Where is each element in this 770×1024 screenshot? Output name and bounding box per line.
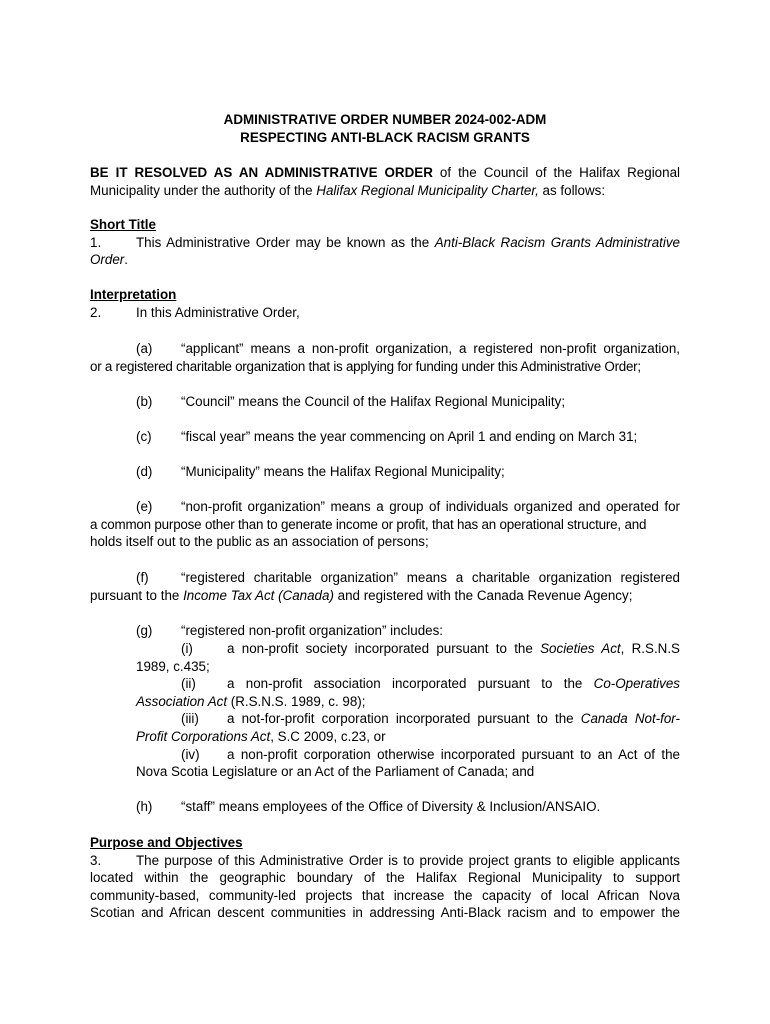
definition-g-text: “registered non-profit organization” includes: xyxy=(181,623,444,638)
order-name-cont: Order xyxy=(90,252,125,268)
section-short-title xyxy=(90,216,680,269)
subclause-iv-line-1: (iv) a non-profit corporation otherwise incorporated pursuant to an Act of the xyxy=(181,746,680,762)
subclause-iv-line-2: Nova Scotia Legislature or an Act of the Parliament of Canada; and xyxy=(136,764,535,780)
title-line-1: ADMINISTRATIVE ORDER NUMBER 2024-002-ADM xyxy=(223,112,547,127)
subclause-label: (ii) xyxy=(181,676,196,692)
order-name: Anti-Black Racism Grants Administrative xyxy=(434,234,681,250)
title-line-2: RESPECTING ANTI-BLACK RACISM GRANTS xyxy=(240,130,530,145)
definition-a xyxy=(90,340,680,375)
subclause-label: (iv) xyxy=(181,746,200,762)
clause-label: (h) xyxy=(136,799,153,814)
interpretation-text: In this Administrative Order, xyxy=(136,304,300,320)
subclause-iii-line-1: (iii) a not-for-profit corporation incorporated pursuant to the Canada Not-for- xyxy=(181,711,680,727)
clause-label: (c) xyxy=(136,429,152,444)
preamble-line-2 xyxy=(90,182,680,200)
clause-label: (a) xyxy=(136,341,153,356)
preamble-text-3: as follows: xyxy=(538,182,606,198)
section-purpose xyxy=(90,834,680,922)
definition-e: (e) “non-profit organization” means a group of individuals organized and operated for a common purpose other than to generate income or profit, that has an operational structure, and holds itself out to the public as an association of persons; xyxy=(90,499,680,550)
definition-g xyxy=(90,622,680,640)
definition-g-subclauses xyxy=(136,640,680,781)
preamble xyxy=(90,164,680,199)
short-title-line-2 xyxy=(90,251,680,269)
heading-interpretation: Interpretation xyxy=(90,287,177,302)
purpose-line-2: located within the geographic boundary of the Halifax Regional Municipality to support xyxy=(90,870,680,886)
definition-d-text: “Municipality” means the Halifax Regional Municipality; xyxy=(181,464,505,479)
purpose-line-1: 3. The purpose of this Administrative Order is to provide project grants to eligible applicants xyxy=(90,852,680,868)
purpose-line-3: community-based, community-led projects that increase the capacity of local African Nova xyxy=(90,887,680,903)
subclause-ii-line-1: (ii) a non-profit association incorporated pursuant to the Co-Operatives xyxy=(181,676,680,692)
definition-a-line-2: or a registered charitable organization that is applying for funding under this Administrative Order; xyxy=(90,358,641,374)
definition-f-line-2: pursuant to the Income Tax Act (Canada) and registered with the Canada Revenue Agency; xyxy=(90,587,633,603)
subclause-ii-line-2: Association Act (R.S.N.S. 1989, c. 98); xyxy=(136,693,366,709)
preamble-bold: BE IT RESOLVED AS AN ADMINISTRATIVE ORDER xyxy=(90,165,433,180)
subclause-label: (i) xyxy=(181,641,193,656)
heading-short-title: Short Title xyxy=(90,217,156,232)
definition-a-line-1: (a) “applicant” means a non-profit organization, a registered non-profit organization, xyxy=(136,341,680,356)
short-title-line-1 xyxy=(90,234,680,252)
purpose-line-4: Scotian and African descent communities in addressing Anti-Black racism and to empower the xyxy=(90,905,680,921)
definition-d xyxy=(90,463,680,481)
clause-label: (f) xyxy=(136,570,149,585)
short-title-end: . xyxy=(124,252,128,268)
definition-b xyxy=(90,393,680,411)
section-number: 3. xyxy=(90,852,102,868)
definition-h xyxy=(90,798,680,816)
definition-f: (f) “registered charitable organization” means a charitable organization registered pursuant to the Income Tax Act (Canada) and registered with the Canada Revenue Agency; xyxy=(90,570,680,603)
section-number: 2. xyxy=(90,304,102,320)
subclause-iii-line-2: Profit Corporations Act, S.C 2009, c.23, or xyxy=(136,728,386,744)
definition-e-line-3: holds itself out to the public as an association of persons; xyxy=(90,534,429,550)
clause-label: (d) xyxy=(136,464,153,479)
preamble-line-1 xyxy=(90,164,680,182)
definition-e-line-2: a common purpose other than to generate income or profit, that has an operational structure, and xyxy=(90,516,647,532)
subclause-i-line-1: (i) a non-profit society incorporated pursuant to the Societies Act, R.S.N.S xyxy=(181,641,680,656)
subclause-label: (iii) xyxy=(181,711,199,727)
interpretation-intro xyxy=(90,304,680,322)
definition-b-text: “Council” means the Council of the Halifax Regional Municipality; xyxy=(181,394,566,409)
section-number: 1. xyxy=(90,234,102,250)
short-title-text: This Administrative Order may be known as the xyxy=(136,234,435,250)
document-title xyxy=(90,111,680,147)
subclause-i-line-2: 1989, c.435; xyxy=(136,658,210,674)
preamble-text-1: of the Council of the Halifax Regional xyxy=(432,165,680,180)
charter-name: Halifax Regional Municipality Charter, xyxy=(316,182,539,198)
section-interpretation xyxy=(90,286,680,321)
income-tax-act: Income Tax Act (Canada) xyxy=(183,587,334,603)
definition-h-text: “staff” means employees of the Office of Diversity & Inclusion/ANSAIO. xyxy=(181,799,601,814)
definition-c-text: “fiscal year” means the year commencing on April 1 and ending on March 31; xyxy=(181,429,638,444)
preamble-text-2: Municipality under the authority of the xyxy=(90,182,317,198)
clause-label: (g) xyxy=(136,623,153,638)
clause-label: (b) xyxy=(136,394,153,409)
clause-label: (e) xyxy=(136,499,153,514)
definition-c xyxy=(90,428,680,446)
heading-purpose: Purpose and Objectives xyxy=(90,835,243,850)
